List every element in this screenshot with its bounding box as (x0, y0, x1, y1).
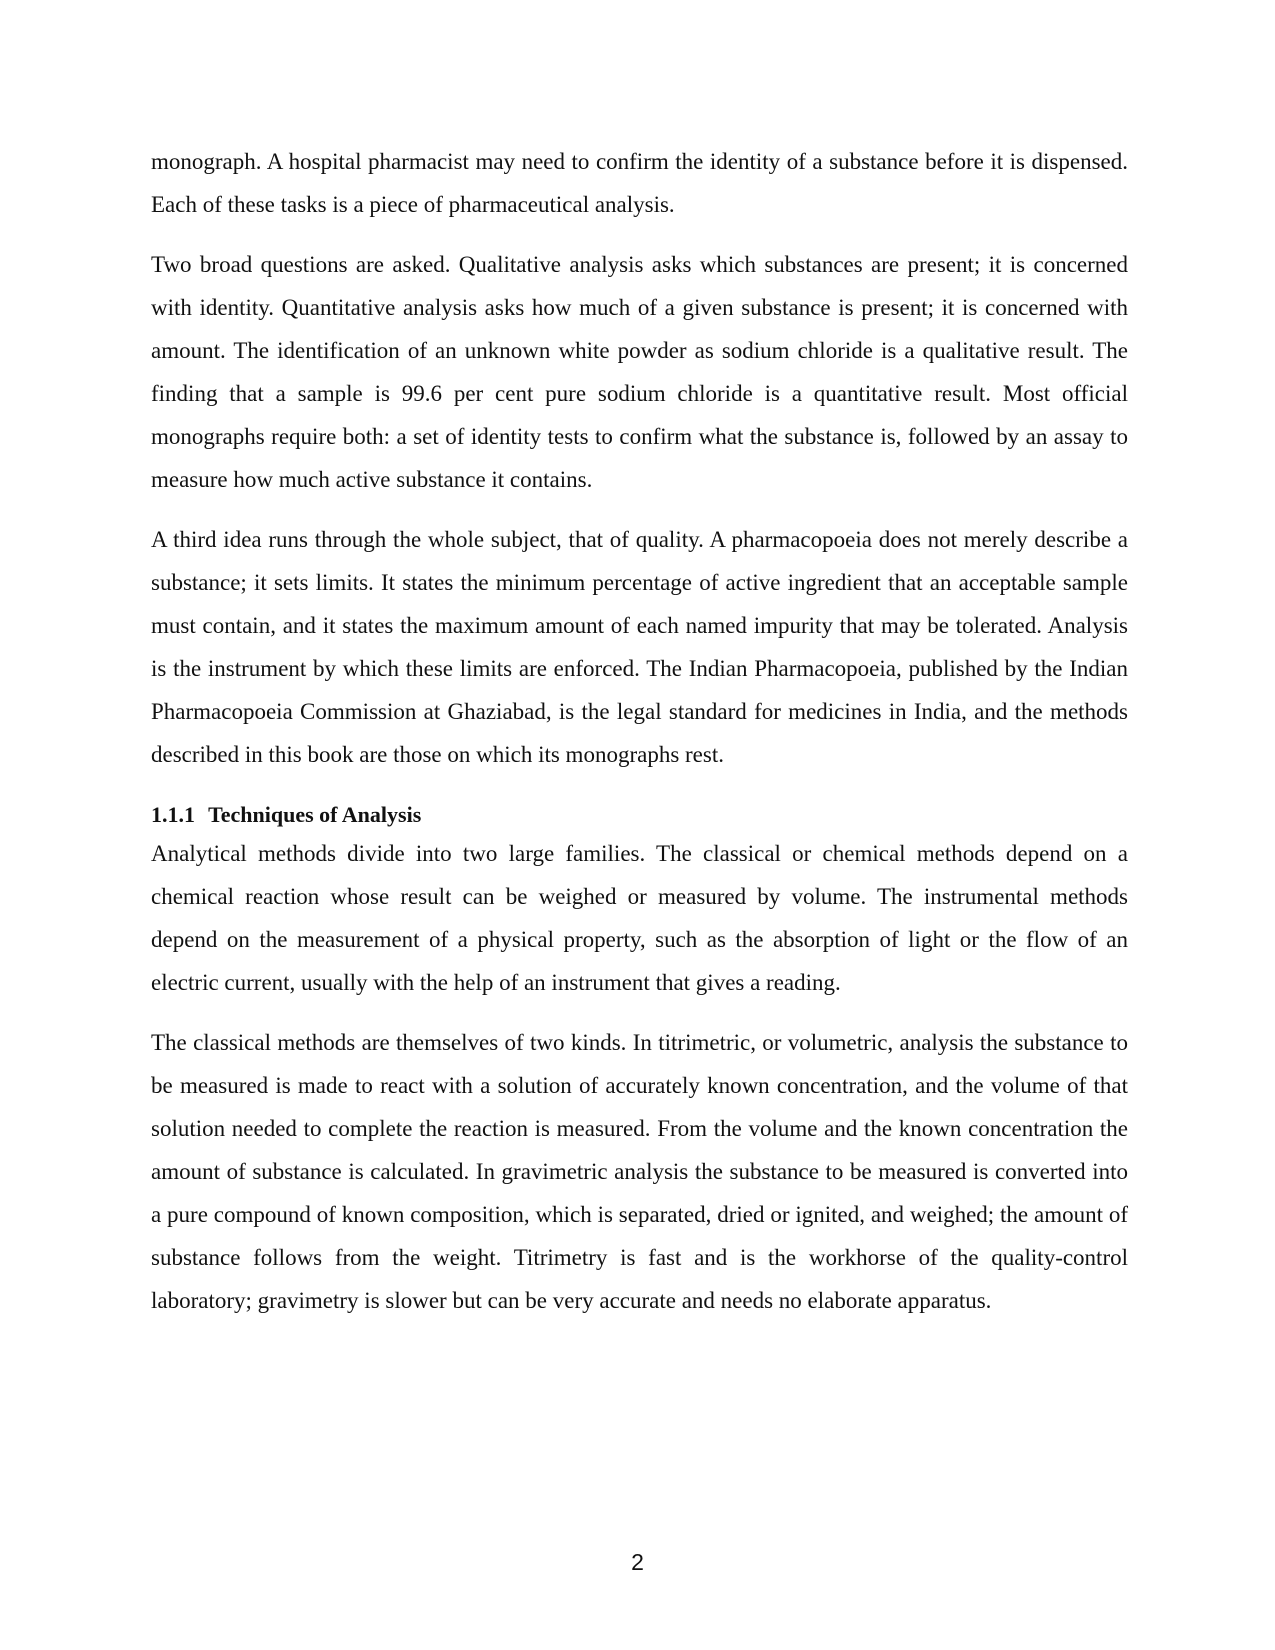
section-number: 1.1.1 (151, 802, 195, 827)
page-body (151, 140, 1128, 1339)
paragraph-qualitative-quantitative: Two broad questions are asked. Qualitative analysis asks which substances are present; it is concerned with identity. Quantitative analysis asks how much of a given substance is present; it is concerned with amount. The identification of an unknown white powder as sodium chloride is a qualitative result. The finding that a sample is 99.6 per cent pure sodium chloride is a quantitative result. Most official monographs require both: a set of identity tests to confirm what the substance is, followed by an assay to measure how much active substance it contains. (151, 252, 1128, 492)
page-number: 2 (631, 1549, 644, 1575)
paragraph-method-families: Analytical methods divide into two large families. The classical or chemical methods depend on a chemical reaction whose result can be weighed or measured by volume. The instrumental methods depend on the measurement of a physical property, such as the absorption of light or the flow of an electric current, usually with the help of an instrument that gives a reading. (151, 841, 1128, 995)
paragraph-quality: A third idea runs through the whole subject, that of quality. A pharmacopoeia does not merely describe a substance; it sets limits. It states the minimum percentage of active ingredient that an acceptable sample must contain, and it states the maximum amount of each named impurity that may be tolerated. Analysis is the instrument by which these limits are enforced. The Indian Pharmacopoeia, published by the Indian Pharmacopoeia Commission at Ghaziabad, is the legal standard for medicines in India, and the methods described in this book are those on which its monographs rest. (151, 527, 1128, 767)
paragraph-continuation: monograph. A hospital pharmacist may need to confirm the identity of a substance before it is dispensed. Each of these tasks is a piece of pharmaceutical analysis. (151, 149, 1128, 217)
section-heading (151, 793, 1128, 836)
paragraph-classical-methods: The classical methods are themselves of two kinds. In titrimetric, or volumetric, analysis the substance to be measured is made to react with a solution of accurately known concentration, and the volume of that solution needed to complete the reaction is measured. From the volume and the known concentration the amount of substance is calculated. In gravimetric analysis the substance to be measured is converted into a pure compound of known composition, which is separated, dried or ignited, and weighed; the amount of substance follows from the weight. Titrimetry is fast and is the workhorse of the quality-control laboratory; gravimetry is slower but can be very accurate and needs no elaborate apparatus. (151, 1030, 1128, 1313)
section-title: Techniques of Analysis (208, 802, 422, 827)
